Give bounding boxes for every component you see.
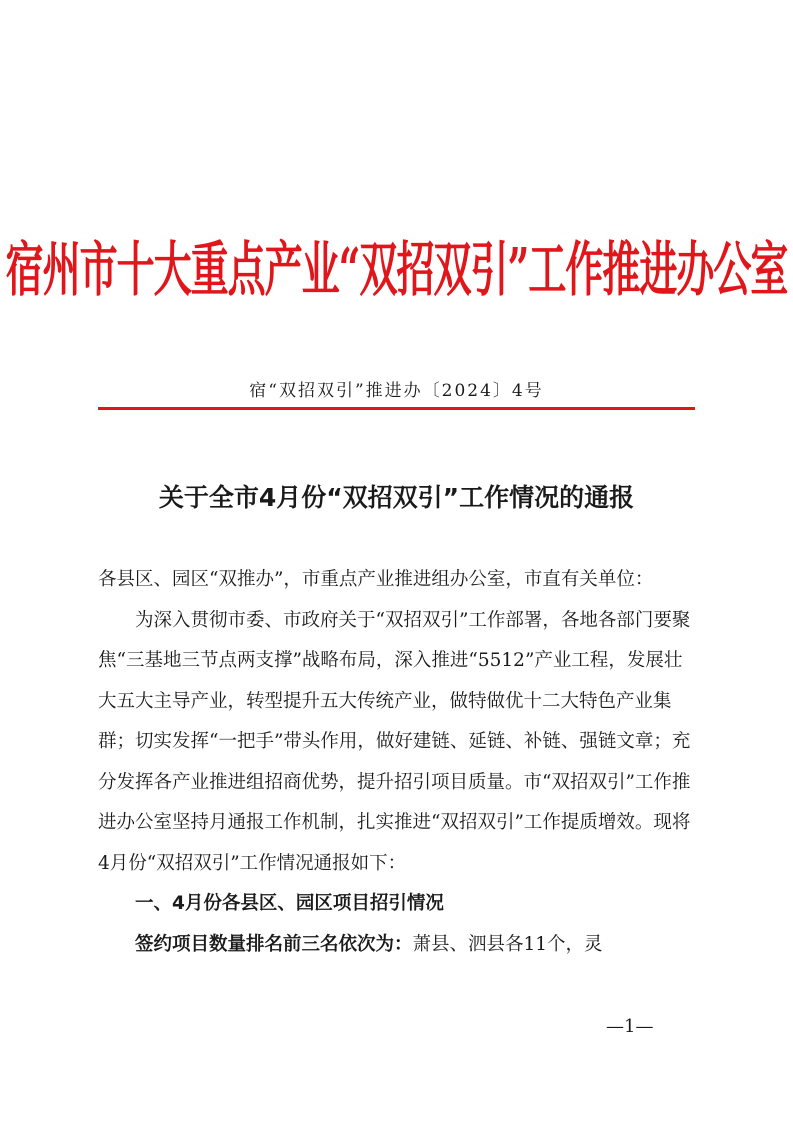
issuer-header: 宿州市十大重点产业“双招双引”工作推进办公室 [5,234,788,305]
document-title: 关于全市4月份“双招双引”工作情况的通报 [158,483,635,512]
section-lead: 签约项目数量排名前三名依次为： [135,933,413,955]
salutation: 各县区、园区“双推办”，市重点产业推进组办公室，市直有关单位： [98,569,654,590]
paragraph: 为深入贯彻市委、市政府关于“双招双引”工作部署，各地各部门要聚焦“三基地三节点两支撑”战略布局，深入推进“5512”产业工程，发展壮大五大主导产业，转型提升五大传统产业，做特做优十二大特色产业集群；切实发挥“一把手”带头作用，做好建链、延链、补链、强链文章；充分发挥各产业推进组招商优势，提升招引项目质量。市“双招双引”工作推进办公室坚持月通报工作机制，扎实推进“双招双引”工作提质增效。现将4月份“双招双引”工作情况通报如下： [98,609,691,874]
page-number: —1— [606,1016,654,1037]
section-text: 萧县、泗县各11个，灵 [412,933,603,955]
paragraph [98,925,698,966]
document-number: 宿“双招双引”推进办〔2024〕4号 [249,381,544,401]
section-heading: 一、4月份各县区、园区项目招引情况 [135,893,444,914]
document-body [98,560,698,965]
red-divider-line [98,407,695,410]
